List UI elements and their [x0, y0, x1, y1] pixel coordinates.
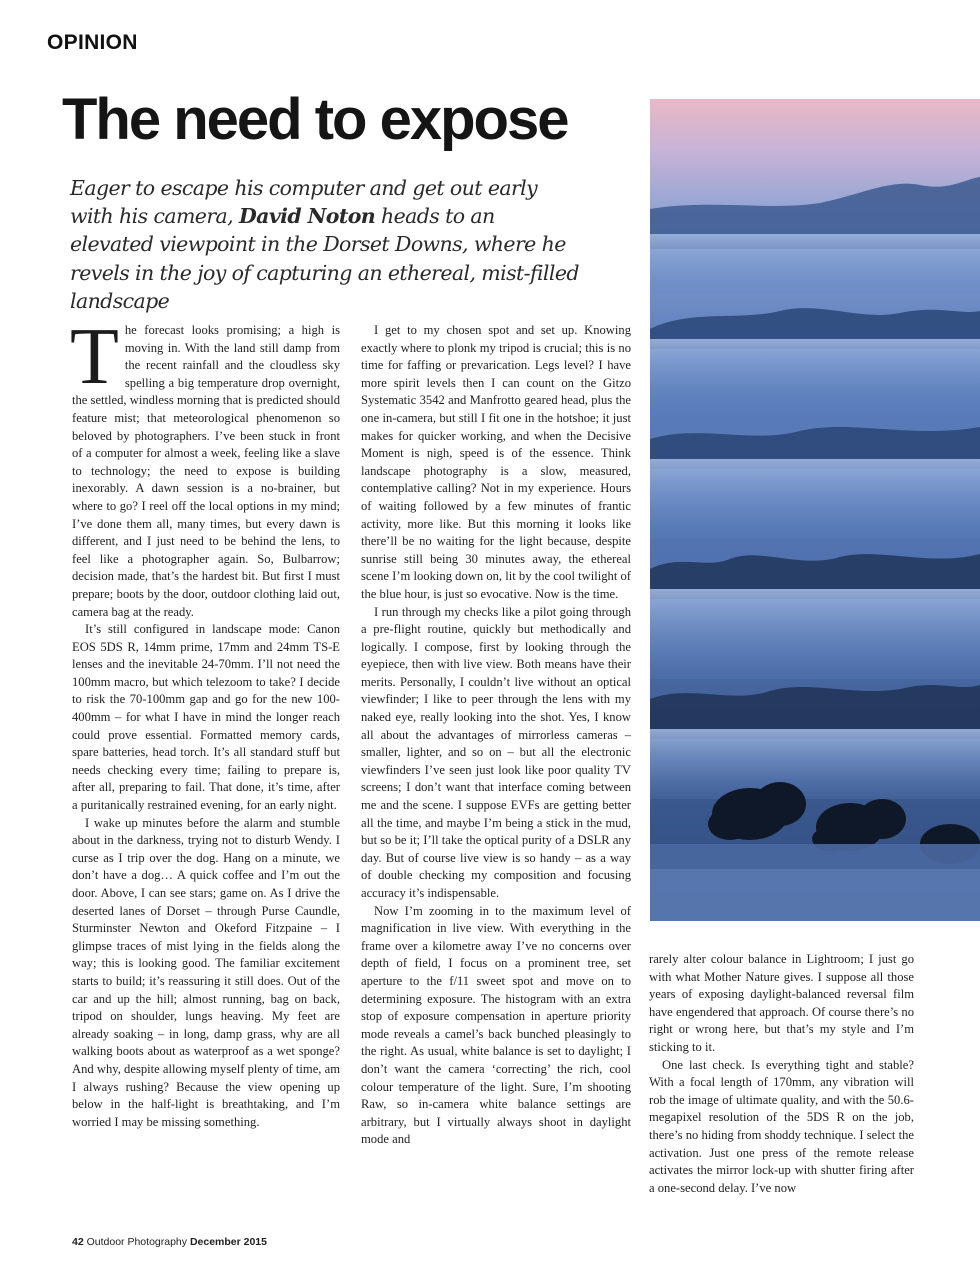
drop-cap: T [70, 313, 119, 401]
paragraph: Now I’m zooming in to the maximum level of magnification in live view. With everything in the frame over a kilometre away I’ve no concerns over depth of field, I focus on a prominent tree, set aperture to the f/11 sweet spot and move on to determining exposure. The histogram with an extra stop of exposure compensation in aperture priority mode reveals a camel’s back bunched pleasingly to the right. As usual, white balance is set to daylight; I don’t want the camera ‘correcting’ the rich, cool colour temperature of the light. Sure, I’m shooting Raw, so in-camera white balance settings are arbitrary, but I virtually always shoot in daylight mode and [361, 903, 631, 1147]
foreground-haze [650, 869, 980, 921]
paragraph: rarely alter colour balance in Lightroom; I just go with what Mother Nature gives. I suppose all those years of exposing daylight-balanced reversal film have engendered that approach. Of course there’s no right or wrong here, but that’s my style and I’m sticking to it. [649, 952, 914, 1054]
page-number: 42 [72, 1236, 84, 1248]
standfirst-tail: heads to an elevated viewpoint in the Dorset Downs, where he revels in the joy of capturing an ethereal, mist-filled landscape [70, 204, 579, 313]
paragraph-text: he forecast looks promising; a high is moving in. With the land still damp from the recent rainfall and the cloudless sky spelling a big temperature drop overnight, the settled, windless morning that is predicted should feature mist; that meteorological phenomenon so beloved by photographers. I’ve been stuck in front of a computer for almost a week, feeling like a slave to technology; the need to expose is building inexorably. A dawn session is a no-brainer, but where to go? I reel off the local options in my mind; I’ve done them all, many times, but every dawn is different, and I just need to be behind the lens, to feel like a photographer again. So, Bulbarrow; decision made, that’s the hardest bit. But first I must prepare; boots by the door, outdoor clothing laid out, camera bag at the ready. [72, 323, 340, 619]
article-column-3 [649, 951, 914, 1197]
mist-band [650, 729, 980, 799]
mist-band [650, 339, 980, 409]
publication-name: Outdoor Photography [86, 1236, 188, 1248]
paragraph: I wake up minutes before the alarm and stumble about in the darkness, trying not to disturb Wendy. I curse as I trip over the dog. Hang on a minute, we don’t have a dog… A quick coffee and I’m out the door. Above, I can see stars; game on. As I drive the deserted lanes of Dorset – through Purse Caundle, Sturminster Newton and Okeford Fitzpaine – I glimpse traces of mist lying in the fields along the way; this is looking good. The familiar excitement starts to build; it’s reassuring it still does. Out of the car and up the hill; almost running, bag on back, tripod on shoulder, lungs heaving. My feet are already soaking – in long, damp grass, why are all walking boots about as waterproof as a wet sponge? And why, despite allowing myself plenty of time, am I always rushing? Because the view opening up below in the half-light is breathtaking, and I’m worried I may be missing something. [72, 815, 340, 1129]
page-title: The need to expose [62, 87, 568, 152]
section-label: OPINION [47, 31, 138, 54]
mist-band [650, 459, 980, 539]
paragraph: It’s still configured in landscape mode: Canon EOS 5DS R, 14mm prime, 17mm and 24mm TS-E lenses and the inevitable 24-70mm. I’ll not need the 100mm macro, but which telezoom to take? I decide to risk the 70-100mm gap and go for the new 100-400mm – for what I have in mind the longer reach could prove essential. Formatted memory cards, spare batteries, head torch. It’s all standard stuff but needs checking every time; failing to prepare is, after all, preparing to fail. That done, it’s time, after a puritanically restrained evening, for an early night. [72, 622, 340, 813]
standfirst-lead: Eager to escape his computer and get out early with his camera, [70, 176, 538, 229]
paragraph [70, 313, 340, 621]
author-name: David Noton [239, 204, 376, 229]
article-column-2 [361, 322, 631, 1149]
paragraph: I get to my chosen spot and set up. Knowing exactly where to plonk my tripod is crucial; this is no time for faffing or prevarication. Legs level? I have more spirit levels then I can count on the Gitzo Systematic 3542 and Manfrotto geared head, plus the one in-camera, but still I fit one in the hotshoe; it just makes for quicker working, and when the Decisive Moment is nigh, speed is of the essence. Think landscape photography is a slow, measured, contemplative calling? Not in my experience. Hours of waiting followed by a few minutes of frantic activity, more like. But this morning it looks like there’ll be no waiting for the light because, despite sunrise still being 30 minutes away, the ethereal scene I’m looking down on, lit by the cool twilight of the blue hour, is just so evocative. Now is the time. [361, 323, 631, 601]
standfirst [70, 174, 580, 315]
mist-band [650, 234, 980, 294]
issue-date: December 2015 [189, 1236, 267, 1248]
paragraph: I run through my checks like a pilot going through a pre-flight routine, quickly but methodically and logically. I compose, first by looking through the eyepiece, then with live view. Both means have their merits. Personally, I couldn’t live without an optical viewfinder; I like to peer through the lens with my naked eye, really looking into the shot. Yes, I know all about the advantages of mirrorless cameras – smaller, lighter, and so on – but all the electronic viewfinders I’ve seen just look like poor quality TV screens; I don’t want that interface coming between me and the scene. I suppose EVFs are getting better all the time, and maybe I’m being a stick in the mud, but so be it; I’ll take the optical purity of a DSLR any day. But of course live view is so handy – as a way of double checking my composition and focusing accuracy it’s indispensable. [361, 604, 632, 900]
misty-landscape-photo [650, 99, 980, 921]
page-footer [72, 1236, 267, 1248]
mist-band [650, 589, 980, 679]
paragraph: One last check. Is everything tight and stable? With a focal length of 170mm, any vibration will rob the image of ultimate quality, and with the 50.6-megapixel resolution of the 5DS R on the job, there’s no hiding from shoddy technique. I select the activation. Just one press of the remote release activates the mirror lock-up with shutter firing after a one-second delay. I’ve now [649, 1057, 914, 1195]
article-column-1 [70, 313, 340, 1131]
photo-illustration [650, 99, 980, 921]
